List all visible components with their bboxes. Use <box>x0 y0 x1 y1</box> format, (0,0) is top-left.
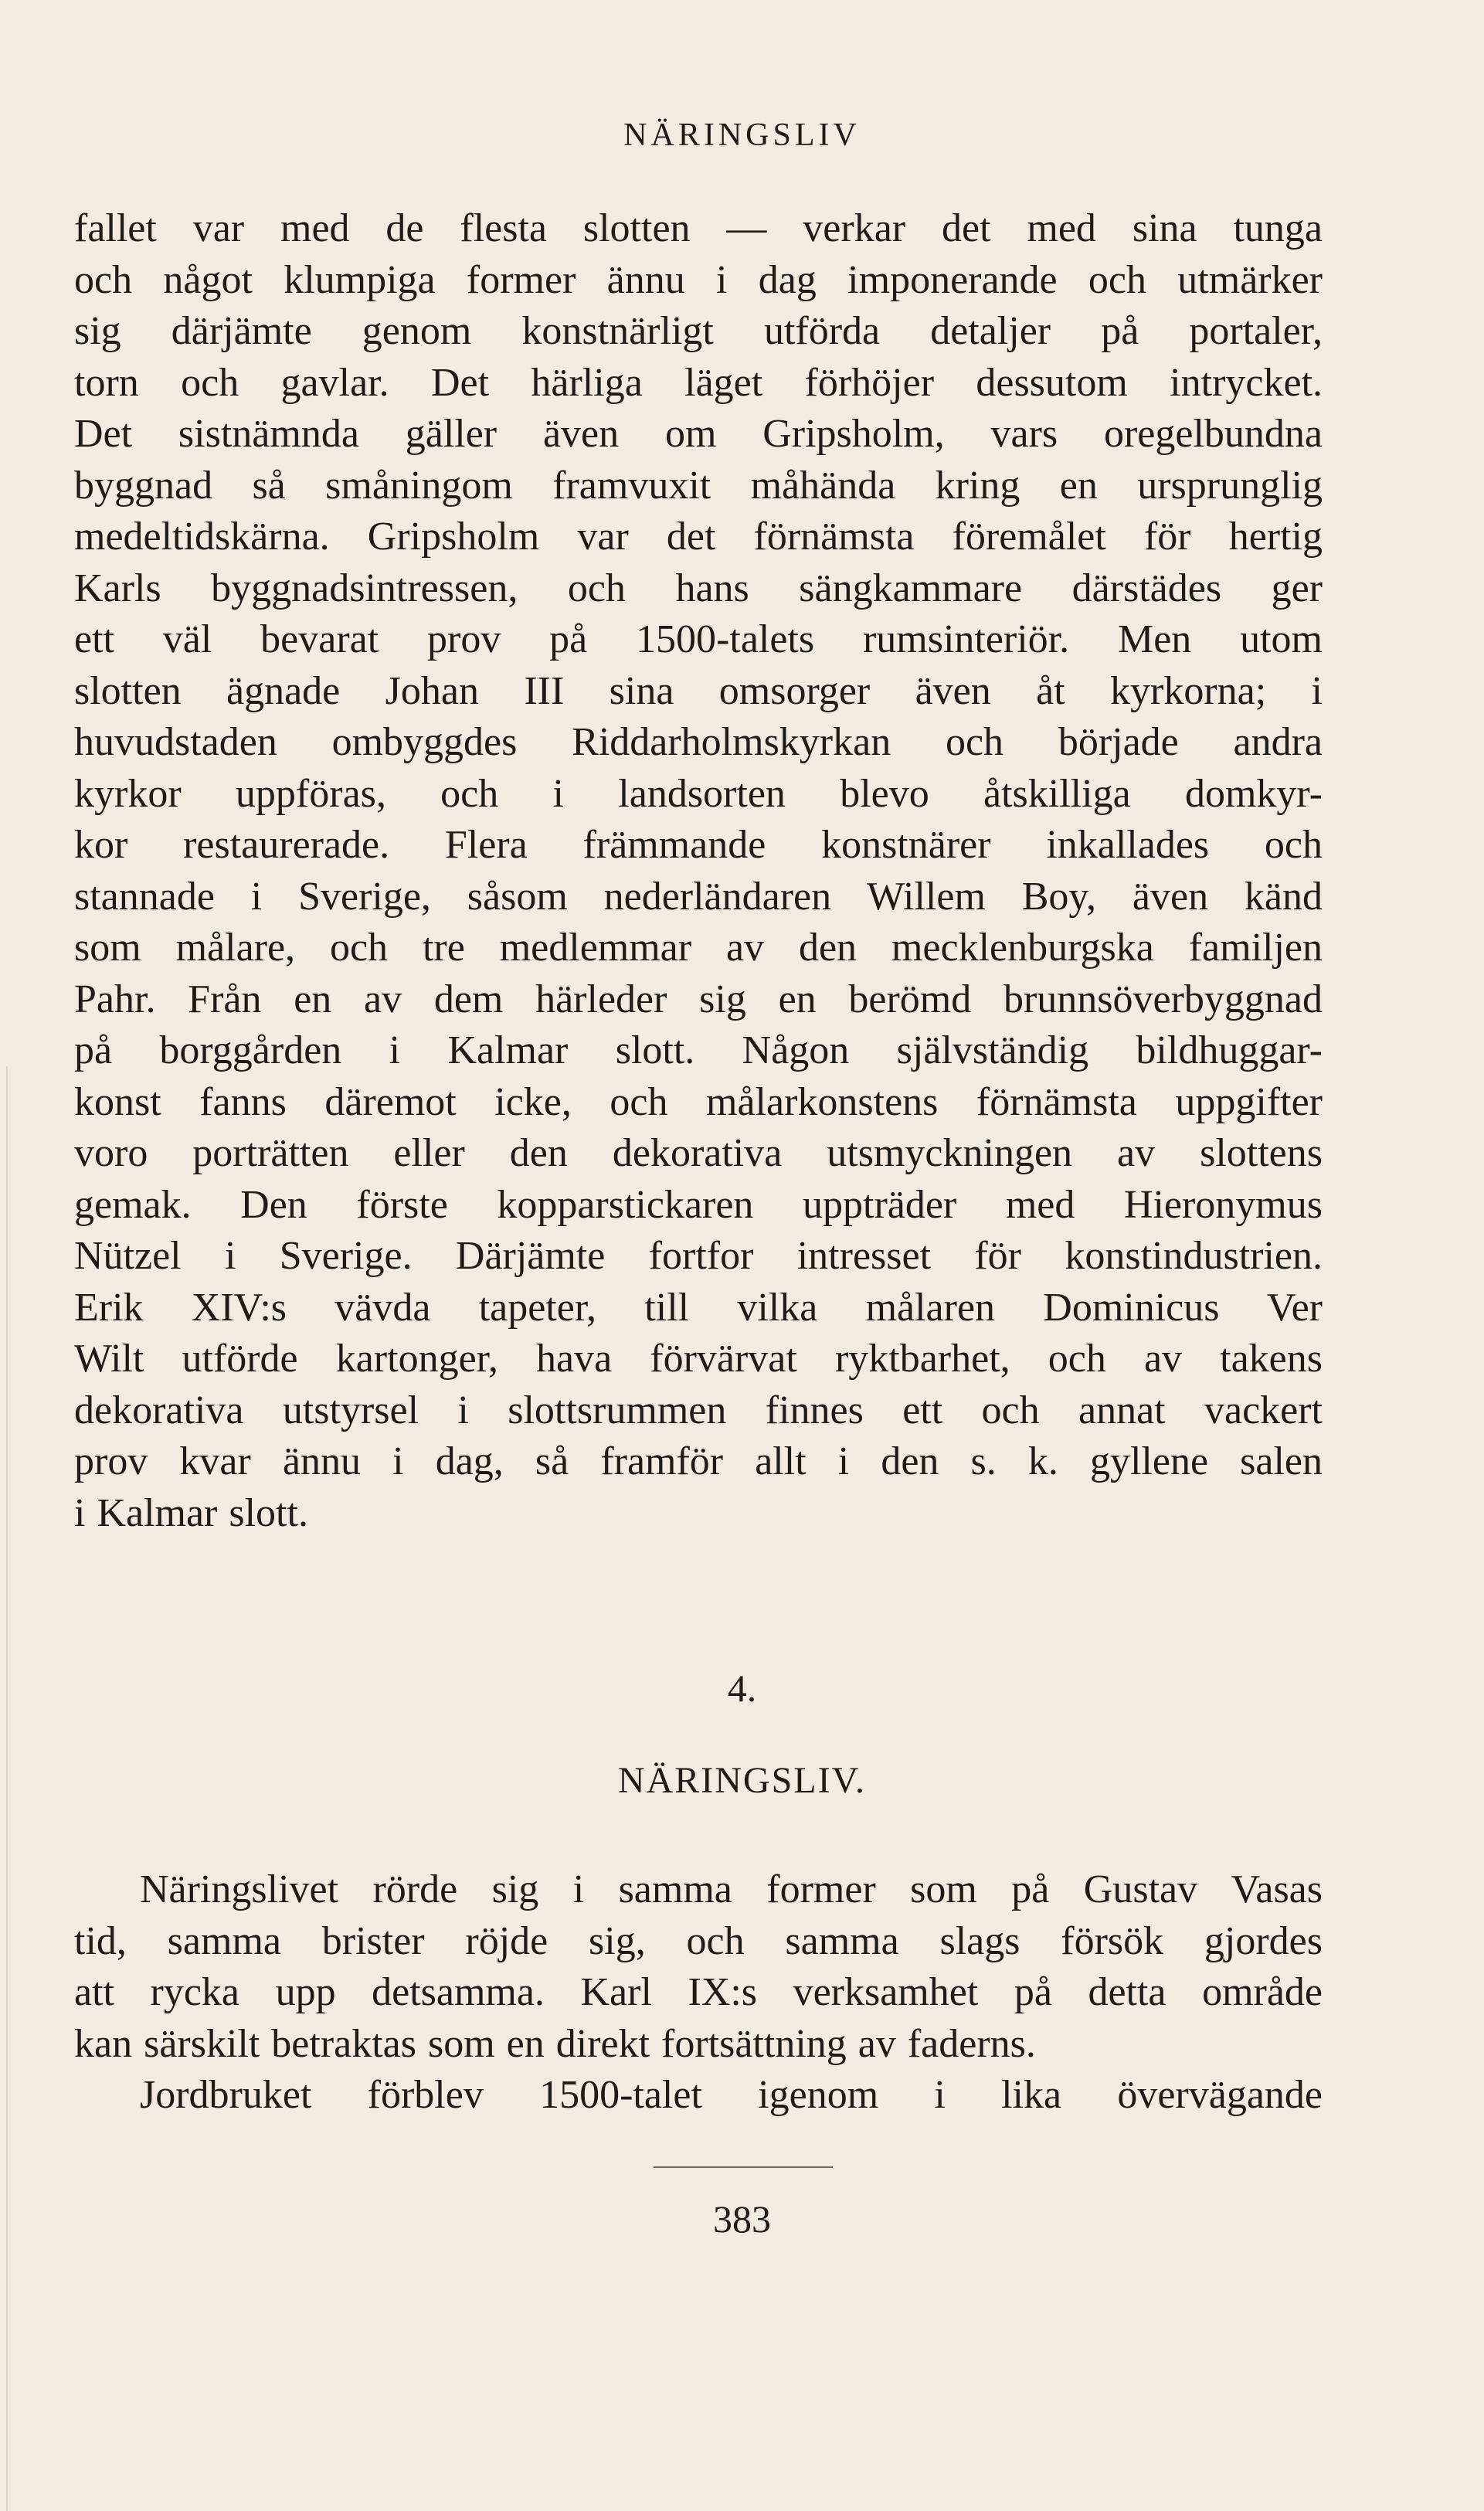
text-line: Nützel i Sverige. Därjämte fortfor intresset för konstindustrien. <box>74 1234 1323 1278</box>
text-line: kan särskilt betraktas som en direkt fortsättning av faderns. <box>74 2021 1036 2066</box>
text-line: ett väl bevarat prov på 1500-talets rumsinteriör. Men utom <box>74 617 1323 661</box>
text-line: kyrkor uppföras, och i landsorten blevo åtskilliga domkyr- <box>74 771 1323 816</box>
section-number: 4. <box>727 1667 757 1710</box>
text-line: Wilt utförde kartonger, hava förvärvat ryktbarhet, och av takens <box>74 1337 1323 1381</box>
text-line: gemak. Den förste kopparstickaren uppträder med Hieronymus <box>74 1182 1323 1227</box>
text-line: Karls byggnadsintressen, och hans sängkammare därstädes ger <box>74 566 1323 610</box>
page-number: 383 <box>713 2197 771 2241</box>
main-text-block <box>74 203 1323 1539</box>
text-line: att rycka upp detsamma. Karl IX:s verksamhet på detta område <box>74 1970 1323 2014</box>
page-number-rule <box>654 2166 833 2168</box>
text-line: medeltidskärna. Gripsholm var det förnämsta föremålet för hertig <box>74 515 1323 559</box>
text-line: torn och gavlar. Det härliga läget förhöjer dessutom intrycket. <box>74 360 1323 405</box>
text-line: Erik XIV:s vävda tapeter, till vilka målaren Dominicus Ver <box>74 1285 1323 1330</box>
text-line: i Kalmar slott. <box>74 1490 308 1535</box>
text-line: stannade i Sverige, såsom nederländaren Willem Boy, även känd <box>74 874 1323 919</box>
section-text-block <box>74 1864 1323 2122</box>
text-line: som målare, och tre medlemmar av den mecklenburgska familjen <box>74 926 1323 970</box>
text-line: tid, samma brister röjde sig, och samma slags försök gjordes <box>74 1918 1323 1963</box>
text-line: Pahr. Från en av dem härleder sig en berömd brunnsöverbyggnad <box>74 977 1323 1021</box>
text-line: sig därjämte genom konstnärligt utförda detaljer på portaler, <box>74 309 1323 353</box>
text-line: dekorativa utstyrsel i slottsrummen finnes ett och annat vackert <box>74 1388 1323 1432</box>
text-line: konst fanns däremot icke, och målarkonstens förnämsta uppgifter <box>74 1079 1323 1124</box>
text-line: byggnad så småningom framvuxit måhända kring en ursprunglig <box>74 463 1323 508</box>
text-line: slotten ägnade Johan III sina omsorger även åt kyrkorna; i <box>74 668 1323 713</box>
text-line: prov kvar ännu i dag, så framför allt i den s. k. gyllene salen <box>74 1439 1323 1483</box>
text-line: Näringslivet rörde sig i samma former som på Gustav Vasas <box>140 1867 1323 1911</box>
text-line: fallet var med de flesta slotten — verkar det med sina tunga <box>74 206 1323 250</box>
text-line: på borggården i Kalmar slott. Någon självständig bildhuggar- <box>74 1028 1323 1072</box>
text-line: kor restaurerade. Flera främmande konstnärer inkallades och <box>74 823 1323 867</box>
text-line: huvudstaden ombyggdes Riddarholmskyrkan och började andra <box>74 720 1323 764</box>
text-line: Jordbruket förblev 1500-talet igenom i lika övervägande <box>140 2073 1323 2117</box>
running-head: NÄRINGSLIV <box>623 117 861 153</box>
section-title: NÄRINGSLIV. <box>617 1760 867 1801</box>
text-line: voro porträtten eller den dekorativa utsmyckningen av slottens <box>74 1131 1323 1175</box>
text-line: Det sistnämnda gäller även om Gripsholm, vars oregelbundna <box>74 412 1323 456</box>
text-line: och något klumpiga former ännu i dag imponerande och utmärker <box>74 257 1323 302</box>
